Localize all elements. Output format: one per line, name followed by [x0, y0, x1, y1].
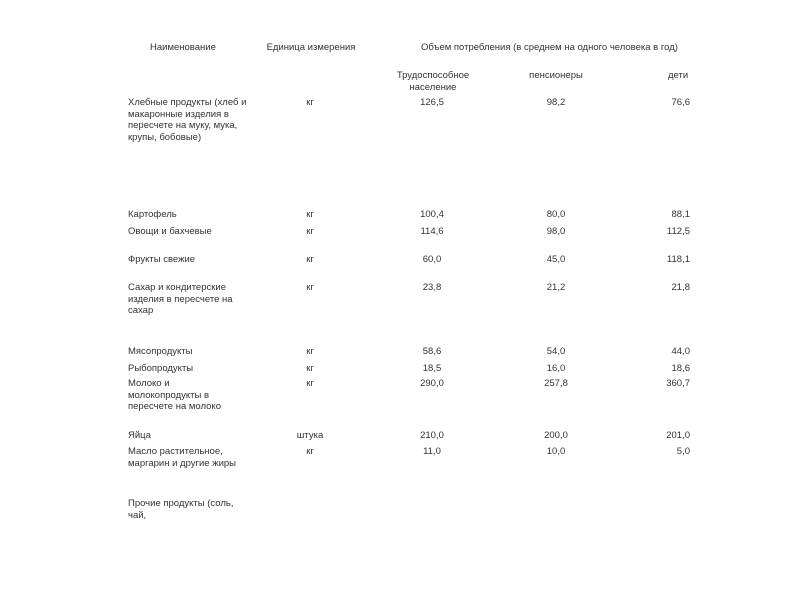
row-children: 360,7: [666, 378, 690, 389]
row-name: Картофель: [128, 209, 177, 220]
row-unit: кг: [306, 97, 314, 108]
row-working: 11,0: [423, 446, 441, 457]
subheader-pensioners: пенсионеры: [529, 70, 583, 81]
row-children: 5,0: [676, 446, 690, 457]
row-children: 201,0: [666, 430, 690, 441]
row-pensioners: 98,0: [546, 226, 566, 237]
header-name: Наименование: [150, 42, 216, 53]
row-unit: кг: [306, 226, 314, 237]
row-pensioners: 200,0: [544, 430, 568, 441]
row-unit: кг: [306, 446, 314, 457]
row-children: 118,1: [666, 254, 690, 265]
row-pensioners: 10,0: [546, 446, 566, 457]
row-working: 290,0: [420, 378, 444, 389]
row-children: 88,1: [671, 209, 690, 220]
row-pensioners: 80,0: [546, 209, 566, 220]
row-children: 112,5: [666, 226, 690, 237]
row-working: 100,4: [420, 209, 444, 220]
row-name: Сахар и кондитерские изделия в пересчете на сахар: [128, 282, 233, 316]
row-name: Молоко и молокопродукты в пересчете на молоко: [128, 378, 221, 412]
row-children: 44,0: [671, 346, 690, 357]
row-unit: кг: [306, 346, 314, 357]
row-unit: кг: [306, 282, 314, 293]
row-name: Яйца: [128, 430, 151, 441]
row-unit: кг: [306, 363, 314, 374]
row-unit: штука: [296, 430, 324, 441]
row-working: 58,6: [422, 346, 442, 357]
row-name: Мясопродукты: [128, 346, 193, 357]
row-name: Хлебные продукты (хлеб и макаронные изделия в пересчете на муку, мука, крупы, бобовые): [128, 97, 247, 143]
row-name: Масло растительное, маргарин и другие жиры: [128, 446, 236, 469]
header-unit: Единица измерения: [266, 42, 356, 53]
row-name: Фрукты свежие: [128, 254, 196, 265]
row-working: 18,5: [422, 363, 442, 374]
row-unit: кг: [306, 209, 314, 220]
row-name: Овощи и бахчевые: [128, 226, 212, 237]
header-volume: Объем потребления (в среднем на одного человека в год): [421, 42, 678, 53]
row-working: 23,8: [422, 282, 442, 293]
subheader-working: Трудоспособное население: [396, 70, 470, 93]
row-pensioners: 21,2: [546, 282, 566, 293]
row-pensioners: 98,2: [546, 97, 566, 108]
row-children: 76,6: [671, 97, 690, 108]
row-pensioners: 45,0: [546, 254, 566, 265]
row-children: 21,8: [671, 282, 690, 293]
row-working: 114,6: [420, 226, 444, 237]
row-unit: кг: [306, 378, 314, 389]
row-name: Рыбопродукты: [128, 363, 194, 374]
row-working: 60,0: [422, 254, 442, 265]
row-working: 126,5: [420, 97, 444, 108]
row-pensioners: 16,0: [546, 363, 566, 374]
row-pensioners: 257,8: [544, 378, 568, 389]
row-pensioners: 54,0: [546, 346, 566, 357]
row-children: 18,6: [671, 363, 690, 374]
row-name: Прочие продукты (соль, чай,: [128, 498, 234, 521]
row-unit: кг: [306, 254, 314, 265]
row-working: 210,0: [420, 430, 444, 441]
subheader-children: дети: [668, 70, 689, 81]
